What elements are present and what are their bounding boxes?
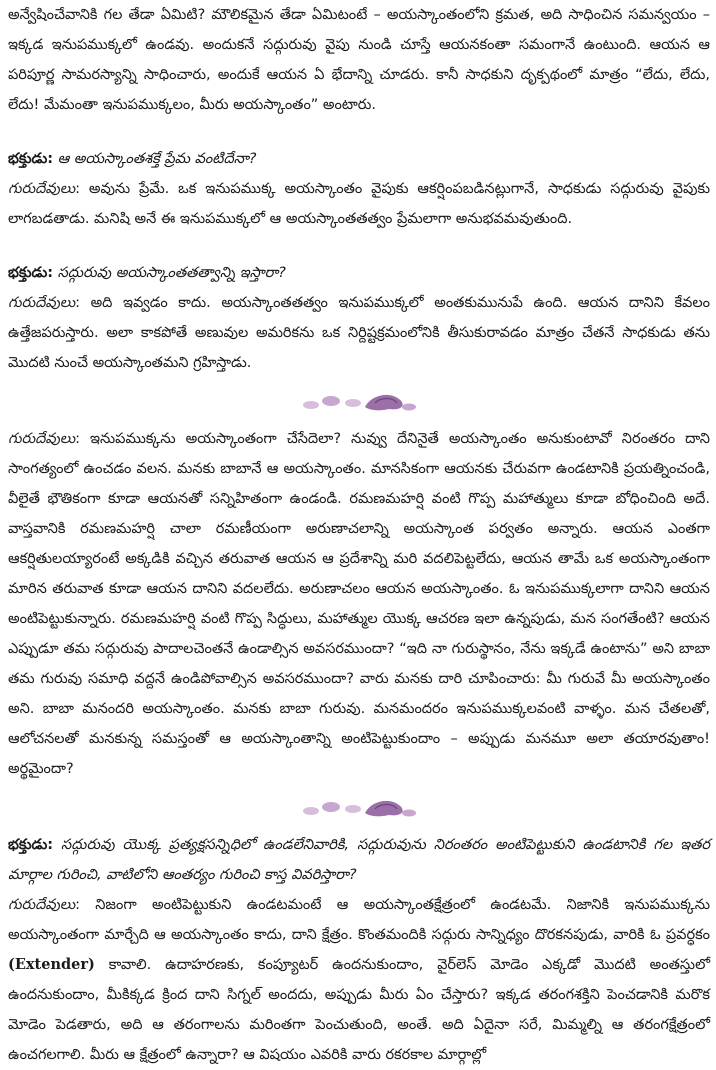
speaker-guru: గురుదేవులు — [8, 431, 76, 447]
extender-term: (Extender) — [8, 956, 95, 973]
speaker-devotee: భక్తుడు: — [8, 265, 54, 281]
speaker-devotee: భక్తుడు: — [8, 837, 54, 853]
devotee-question-2: భక్తుడు: సద్గురువు అయస్కాంతతత్వాన్ని ఇస్తారా? — [8, 265, 286, 281]
section-divider-flourish — [8, 784, 710, 830]
speaker-guru: గురుదేవులు — [8, 181, 76, 197]
guru-answer-4: గురుదేవులు: నిజంగా అంటిపెట్టుకుని ఉండటమంటే ఆ అయస్కాంతక్షేత్రంలో ఉండటమే. నిజానికి ఇనుపముక్కను అయస్కాంతంగా మార్చేది ఆ అయస్కాంతం కాదు, దాని క్షేత్రం. కొంతమందికి సద్గురు సాన్నిధ్యం దొరకనపుడు, వారికి ఓ ప్రవర్ధకం (Extender) కావాలి. ఉదాహరణకు, కంప్యూటర్ ఉందనుకుందాం, వైర్‌లెస్ మోడెం ఎక్కడో మొదటి అంతస్తులో ఉందనుకుందాం, మీకిక్కడ క్రింద దాని సిగ్నల్ అందదు, అప్పుడు మీరు ఏం చేస్తారు? ఇక్కడ తరంగశక్తిని పెంచడానికి మరొక మోడెం పెడతారు, అది ఆ తరంగాలను మరింతగా పెంచుతుంది, అంతే. అది ఏదైనా సరే, మిమ్మల్ని ఆ తరంగక్షేత్రంలో ఉంచగలగాలి. మీరు ఆ క్షేత్రంలో ఉన్నారా? ఆ విషయం ఎవరికి వారు రకరకాల మార్గాల్లో — [8, 897, 710, 1063]
guru-answer-2: గురుదేవులు: అది ఇవ్వడం కాదు. అయస్కాంతతత్వం ఇనుపముక్కలో అంతకుమునుపే ఉంది. ఆయన దానిని కేవలం ఉత్తేజపరుస్తారు. అలా కాకపోతే అణువుల అమరికను ఒక నిర్దిష్టక్రమంలోనికి తీసుకురావడం మాత్రం చేతనే సాధకుడు తను మొదటి నుంచే అయస్కాంతమని గ్రహిస్తాడు. — [8, 295, 710, 371]
flower-ornament-icon — [301, 795, 417, 819]
speaker-devotee: భక్తుడు: — [8, 151, 54, 167]
article-page — [8, 0, 710, 1070]
devotee-question-3: భక్తుడు: సద్గురువు యొక్క ప్రత్యక్షసన్నిధిలో ఉండలేనివారికి, సద్గురువును నిరంతరం అంటిపెట్టుకుని ఉండటానికి గల ఇతర మార్గాల గురించి, వాటిలోని ఆంతర్యం గురించి కాస్త వివరిస్తారా? — [8, 837, 710, 883]
speaker-guru: గురుదేవులు — [8, 295, 76, 311]
speaker-guru: గురుదేవులు — [8, 897, 76, 913]
guru-answer-3: గురుదేవులు: ఇనుపముక్కను అయస్కాంతంగా చేసేదెలా? నువ్వు దేనినైతే అయస్కాంతం అనుకుంటావో నిరంతరం దాని సాంగత్యంలో ఉంచడం వలన. మనకు బాబానే ఆ అయస్కాంతం. మానసికంగా ఆయనకు చేరువగా ఉండటానికి ప్రయత్నించండి, వీలైతే భౌతికంగా కూడా ఆయనతో సన్నిహితంగా ఉండండి. రమణమహర్షి వంటి గొప్ప మహాత్ములు కూడా బోధించింది అదే. వాస్తవానికి రమణమహర్షి చాలా రమణీయంగా అరుణాచలాన్ని అయస్కాంత పర్వతం అన్నారు. ఆయన ఎంతగా ఆకర్షితులయ్యారంటే అక్కడికి వచ్చిన తరువాత ఆయన ఆ ప్రదేశాన్ని మరి వదలిపెట్టలేదు, ఆయన తామే ఒక అయస్కాంతంగా మారిన తరువాత కూడా ఆయన దానిని వదలలేదు. అరుణాచలం ఆయన అయస్కాంతం. ఓ ఇనుపముక్కలాగా దానిని ఆయన అంటిపెట్టుకున్నారు. రమణమహర్షి వంటి గొప్ప సిద్ధులు, మహాత్ముల యొక్క ఆచరణ ఇలా ఉన్నపుడు, మన సంగతేంటి? ఆయన ఎప్పుడూ తమ సద్గురువు పాదాలచెంతనే ఉండాల్సిన అవసరముందా? “ఇది నా గురుస్థానం, నేను ఇక్కడే ఉంటాను” అని బాబా తమ గురువు సమాధి వద్దనే ఉండిపోవాల్సిన అవసరముందా? వారు మనకు దారి చూపించారు: మీ గురువే మీ అయస్కాంతం అని. బాబా మనందరి అయస్కాంతం. మనకు బాబా గురువు. మనమందరం ఇనుపముక్కలవంటి వాళ్ళం. మన చేతలతో, ఆలోచనలతో మనకున్న సమస్తంతో ఆ అయస్కాంతాన్ని అంటిపెట్టుకుందాం – అప్పుడు మనమూ అలా తయారవుతాం! అర్థమైందా? — [8, 431, 710, 777]
section-divider-flourish — [8, 378, 710, 424]
guru-answer-1: గురుదేవులు: అవును ప్రేమే. ఒక ఇనుపముక్క అయస్కాంతం వైపుకు ఆకర్షింపబడినట్లుగానే, సాధకుడు సద్గురువు వైపుకు లాగబడతాడు. మనిషి అనే ఈ ఇనుపముక్కలో ఆ అయస్కాంతతత్వం ప్రేమలాగా అనుభవమవుతుంది. — [8, 181, 710, 227]
intro-paragraph: అన్వేషించేవానికి గల తేడా ఏమిటి? మౌలికమైన తేడా ఏమిటంటే – అయస్కాంతంలోని క్రమత, అది సాధించిన సమన్వయం – ఇక్కడ ఇనుపముక్కలో ఉండవు. అందుకనే సద్గురువు వైపు నుండి చూస్తే ఆయనకంతా సమంగానే ఉంటుంది. ఆయన ఆ పరిపూర్ణ సామరస్యాన్ని సాధించారు, అందుకే ఆయన ఏ భేదాన్ని చూడరు. కానీ సాధకుని దృక్పథంలో మాత్రం “లేదు, లేదు, లేదు! మేమంతా ఇనుపముక్కలం, మీరు అయస్కాంతం” అంటారు. — [8, 7, 710, 113]
devotee-question-1: భక్తుడు: ఆ అయస్కాంతశక్తే ప్రేమ వంటిదేనా? — [8, 151, 257, 167]
flower-ornament-icon — [301, 389, 417, 413]
